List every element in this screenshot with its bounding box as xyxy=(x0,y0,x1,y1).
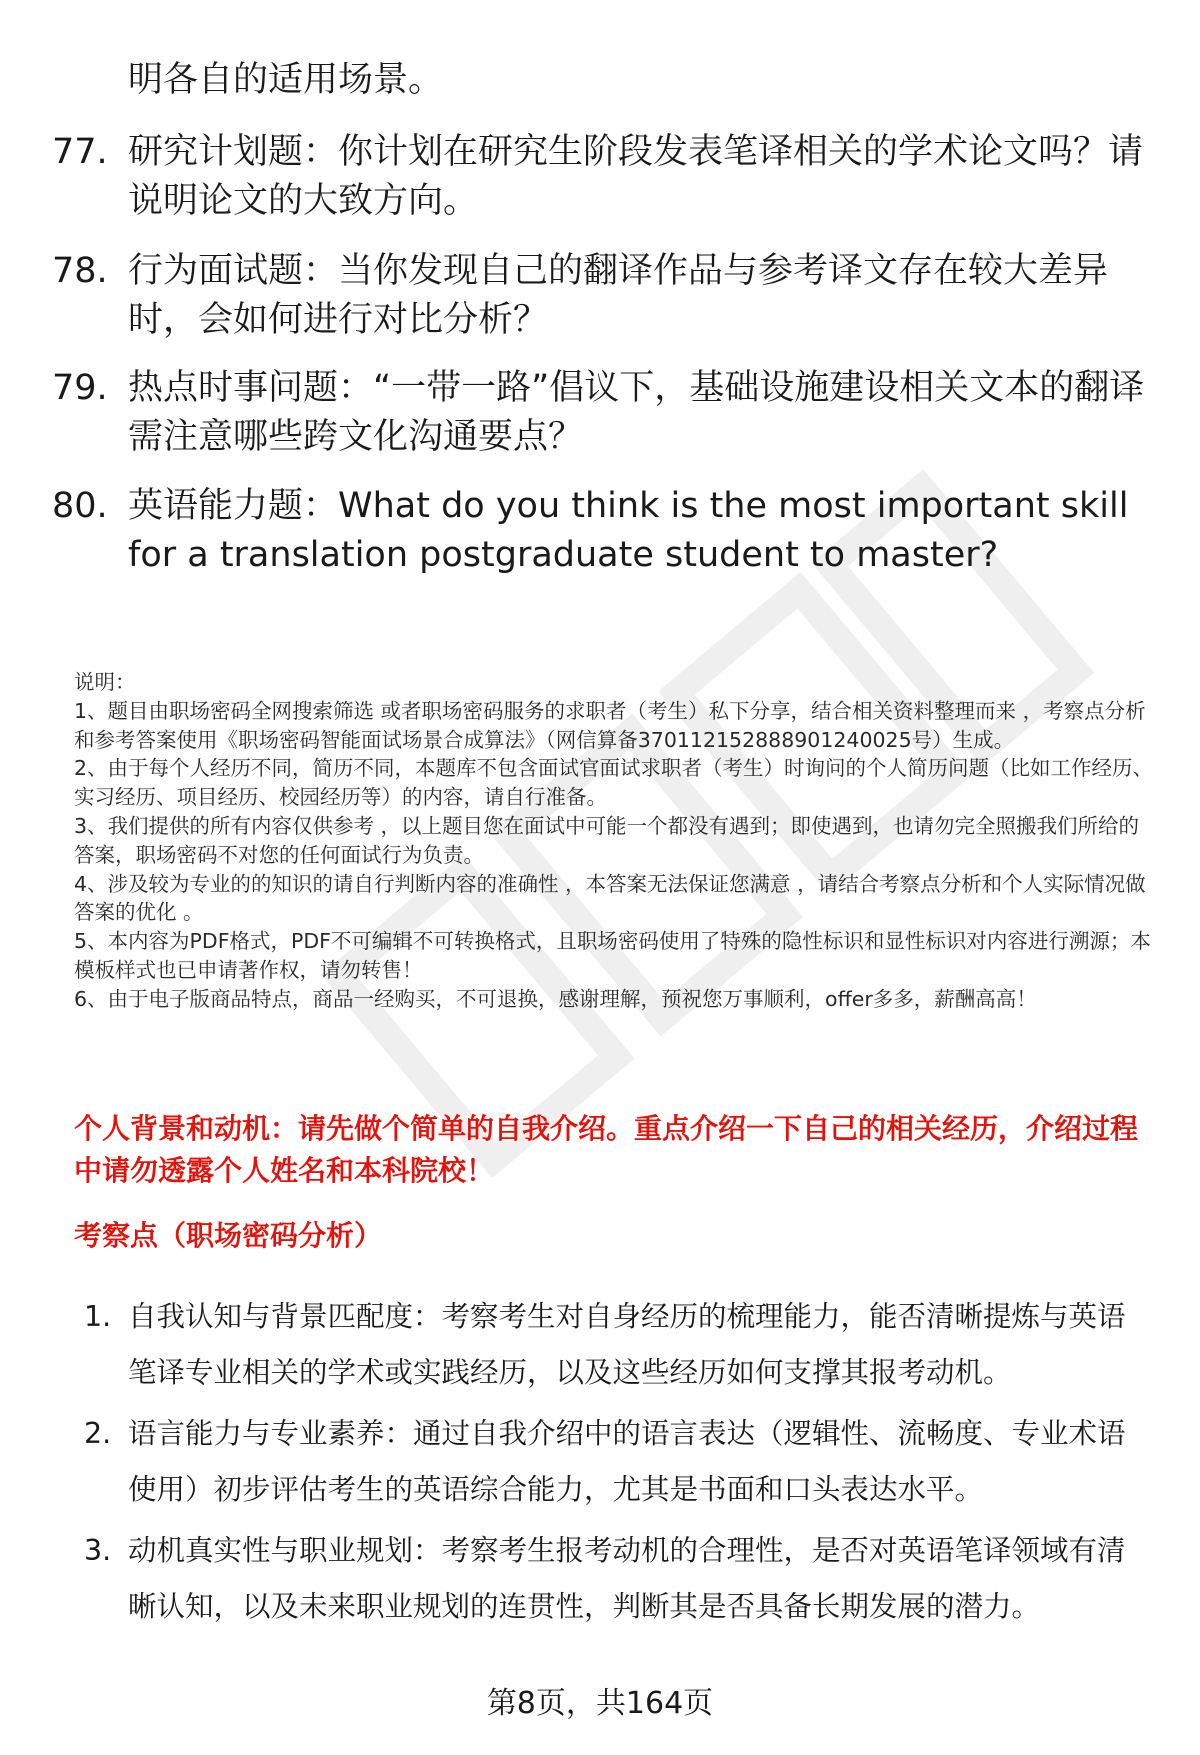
analysis-heading: 考察点（职场密码分析） xyxy=(74,1219,383,1252)
point-number: 1. xyxy=(84,1300,112,1333)
continuation-text: 明各自的适用场景。 xyxy=(128,60,444,100)
note-item: 2、由于每个人经历不同，简历不同，本题库不包含面试官面试求职者（考生）时询问的个人简历问题（比如工作经历、实习经历、项目经历、校园经历等）的内容，请自行准备。 xyxy=(74,756,1154,810)
point-number: 2. xyxy=(84,1417,112,1450)
question-text: 行为面试题：当你发现自己的翻译作品与参考译文存在较大差异时，会如何进行对比分析？ xyxy=(128,251,1109,340)
page-footer: 第8页，共164页 xyxy=(486,1686,714,1721)
note-item: 5、本内容为PDF格式，PDF不可编辑不可转换格式，且职场密码使用了特殊的隐性标识和显性标识对内容进行溯源；本模板样式也已申请著作权，请勿转售！ xyxy=(74,929,1151,982)
question-number: 78. xyxy=(52,251,108,291)
question-number: 77. xyxy=(52,132,108,172)
question-text: 研究计划题：你计划在研究生阶段发表笔译相关的学术论文吗？请说明论文的大致方向。 xyxy=(128,132,1144,221)
question-number: 79. xyxy=(52,368,108,408)
disclaimer-notes xyxy=(74,668,1154,1014)
point-number: 3. xyxy=(84,1534,112,1567)
question-heading: 个人背景和动机：请先做个简单的自我介绍。重点介绍一下自己的相关经历，介绍过程中请勿透露个人姓名和本科院校！ xyxy=(74,1112,1139,1187)
point-text: 自我认知与背景匹配度：考察考生对自身经历的梳理能力，能否清晰提炼与英语笔译专业相关的学术或实践经历，以及这些经历如何支撑其报考动机。 xyxy=(128,1300,1126,1389)
note-item: 4、涉及较为专业的的知识的请自行判断内容的准确性 ，本答案无法保证您满意 ，请结合考察点分析和个人实际情况做答案的优化 。 xyxy=(74,871,1146,925)
note-item: 1、题目由职场密码全网搜索筛选 或者职场密码服务的求职者（考生）私下分享，结合相关资料整理而来 ，考察点分析和参考答案使用《职场密码智能面试场景合成算法》（网信算备370112152888901240025号）生成。 xyxy=(74,698,1146,752)
question-number: 80. xyxy=(52,486,108,526)
note-item: 3、我们提供的所有内容仅供参考 ，以上题目您在面试中可能一个都没有遇到；即使遇到，也请勿完全照搬我们所给的答案，职场密码不对您的任何面试行为负责。 xyxy=(74,813,1140,867)
question-text: 热点时事问题：“一带一路”倡议下，基础设施建设相关文本的翻译需注意哪些跨文化沟通要点？ xyxy=(128,368,1145,457)
question-text: 英语能力题：What do you think is the most important skill for a translation postgraduate student to master? xyxy=(128,486,1129,575)
point-text: 动机真实性与职业规划：考察考生报考动机的合理性，是否对英语笔译领域有清晰认知，以及未来职业规划的连贯性，判断其是否具备长期发展的潜力。 xyxy=(128,1534,1126,1623)
notes-title: 说明： xyxy=(74,670,136,694)
point-text: 语言能力与专业素养：通过自我介绍中的语言表达（逻辑性、流畅度、专业术语使用）初步评估考生的英语综合能力，尤其是书面和口头表达水平。 xyxy=(128,1417,1126,1506)
note-item: 6、由于电子版商品特点，商品一经购买，不可退换，感谢理解，预祝您万事顺利，offer多多，薪酬高高！ xyxy=(74,986,1037,1011)
